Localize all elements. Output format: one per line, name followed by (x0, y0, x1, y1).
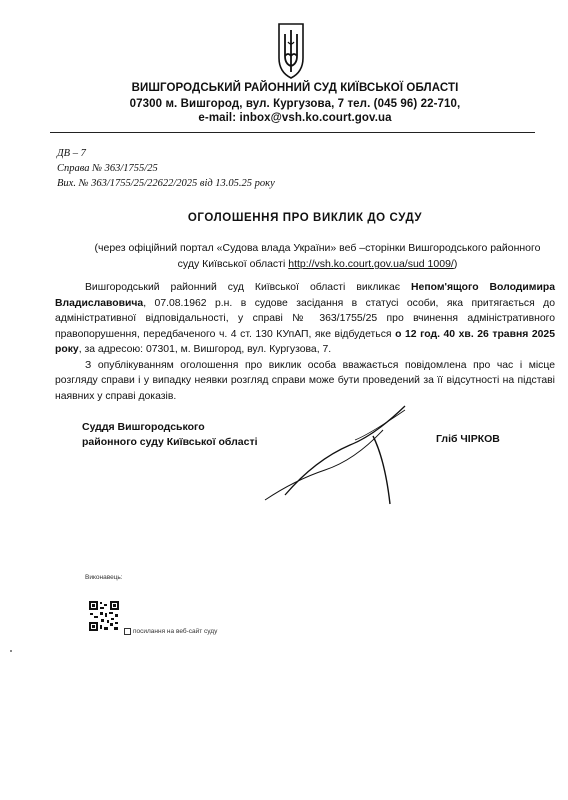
court-website-link[interactable]: http://vsh.ko.court.gov.ua/sud 1009/ (288, 258, 454, 270)
paragraph-consequences: З опублікуванням оголошення про виклик особа вважається повідомлена про час і місце розгляду справи і у випадку неявки розгляд справи може бути проведений за її відсутності на підставі наявних у справі доказів. (55, 359, 555, 402)
court-email: e-mail: inbox@vsh.ko.court.gov.ua (198, 112, 392, 124)
header-divider (50, 132, 535, 133)
hearing-address: , за адресою: 07301, м. Вишгород, вул. Кургузова, 7. (78, 344, 332, 355)
notice-body (55, 280, 555, 404)
summons-intro: Вишгородський районний суд Київської області викликає (85, 282, 412, 293)
link-icon (124, 628, 131, 635)
document-title: ОГОЛОШЕННЯ ПРО ВИКЛИК ДО СУДУ (187, 212, 423, 224)
court-website-note-text: посилання на веб-сайт суду (133, 628, 218, 636)
judge-name: Гліб ЧІРКОВ (436, 433, 500, 445)
hearing-time: о 12 год. 40 хв. 26 травня 2025 року (55, 328, 555, 355)
judge-title-line1: Суддя Вишгородського (82, 421, 205, 433)
court-name: ВИШГОРОДСЬКИЙ РАЙОННИЙ СУД КИЇВСЬКОЇ ОБЛАСТІ (131, 82, 459, 94)
judge-title-line2: районного суду Київської області (82, 436, 258, 448)
publication-note (80, 240, 555, 272)
coat-of-arms-icon (276, 22, 306, 80)
judge-title (82, 420, 258, 450)
form-code: ДВ – 7 (57, 148, 86, 159)
publication-note-text1: (через офіційний портал «Судова влада України» веб –сторінки Вишгородського районного (94, 242, 541, 254)
publication-note-text3: ) (453, 258, 458, 270)
summons-details: , 07.08.1962 р.н. в судове засідання в статусі особи, яка притягається до адміністративної відповідальності, у справі № 363/1755/25 про вчинення адміністративного правопорушення, передбаченого ч. 4 ст. 130 КУпАП, яке відбудеться (55, 297, 555, 340)
handwritten-signature (255, 400, 425, 510)
court-website-note (124, 628, 217, 635)
outgoing-number: Вих. № 363/1755/25/22622/2025 від 13.05.25 року (57, 178, 275, 189)
qr-code-icon[interactable] (88, 600, 120, 632)
executor-label: Виконавець: (85, 574, 123, 581)
court-address: 07300 м. Вишгород, вул. Кургузова, 7 тел. (045 96) 22-710, (129, 98, 461, 110)
publication-note-text2: суду Київської області (177, 258, 289, 270)
scan-speck (10, 650, 12, 652)
summoned-person-name: Непом'ящого Володимира Владиславовича (55, 282, 555, 309)
case-number: Справа № 363/1755/25 (57, 163, 158, 174)
paragraph-summons (55, 280, 555, 358)
